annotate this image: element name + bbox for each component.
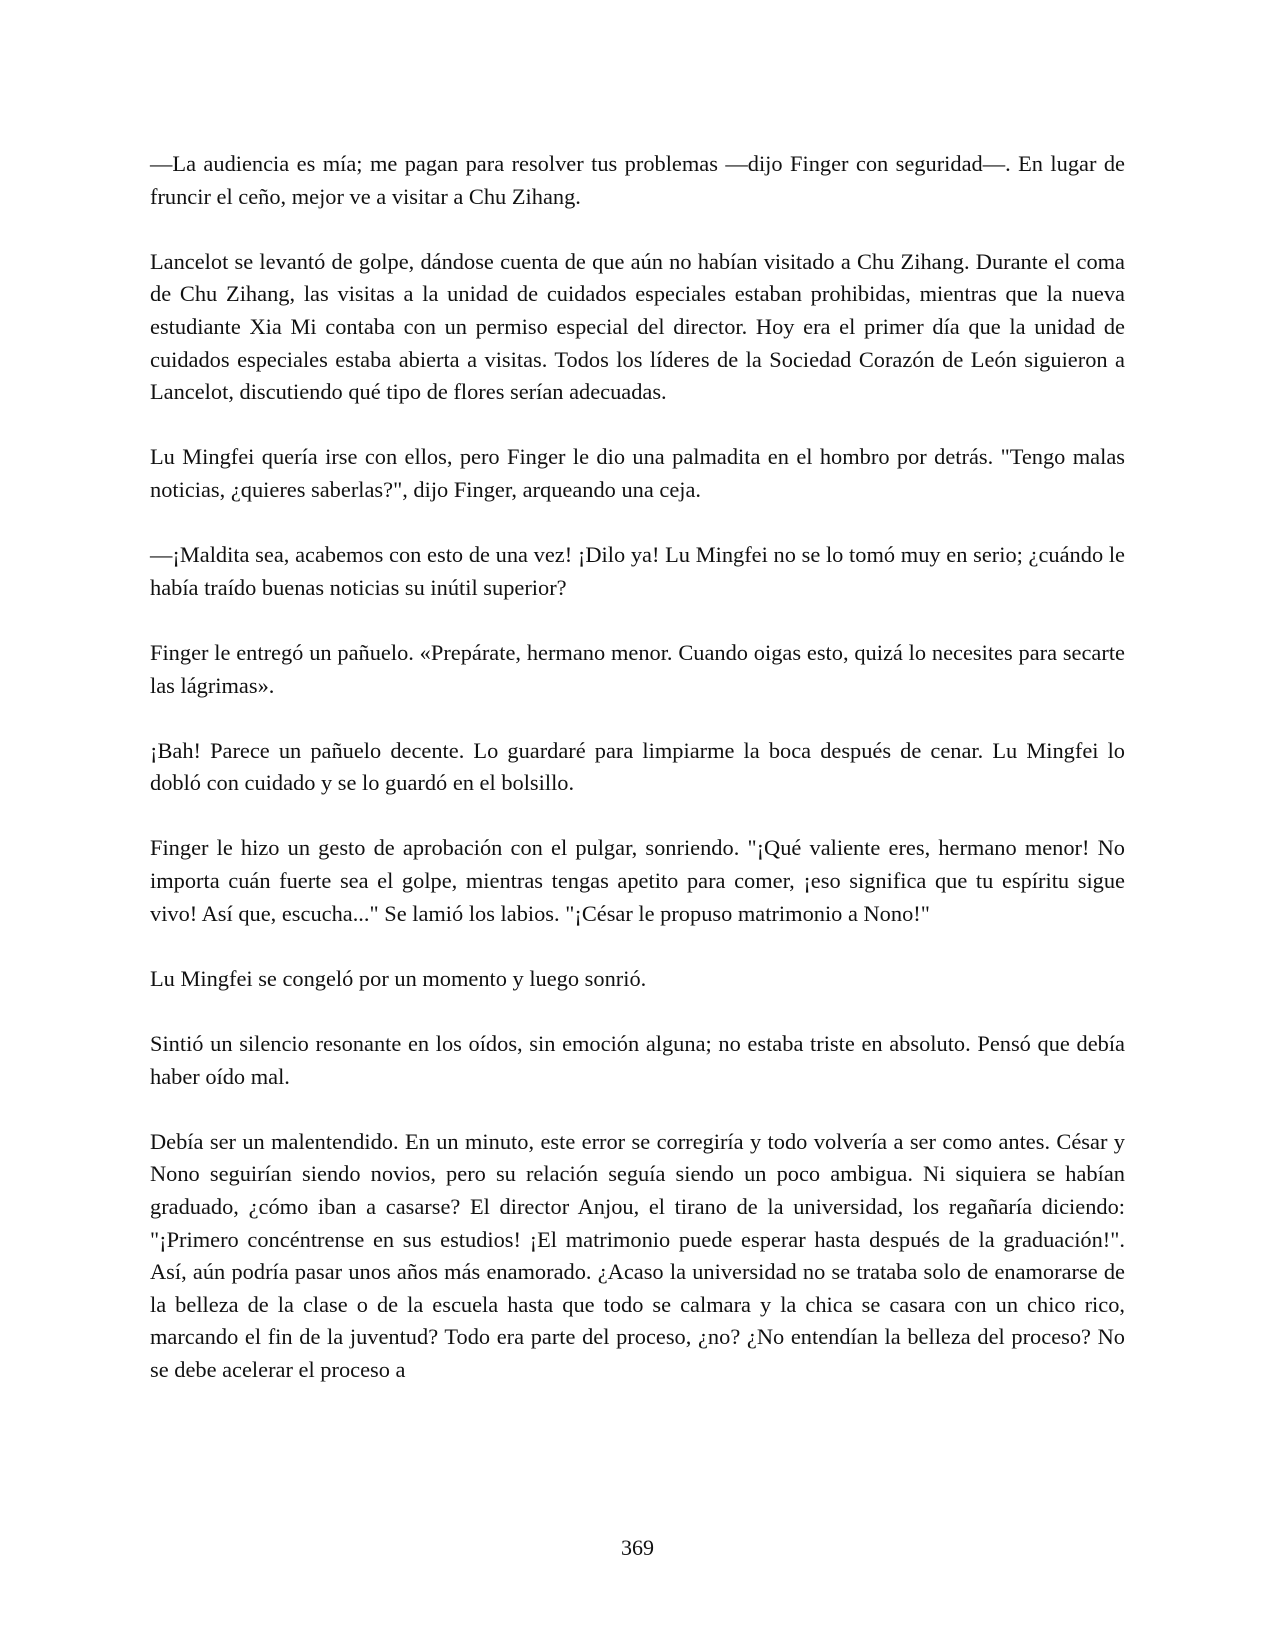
- page-number: 369: [621, 1535, 654, 1560]
- paragraph-9: Sintió un silencio resonante en los oídos, sin emoción alguna; no estaba triste en absoluto. Pensó que debía haber oído mal.: [150, 1031, 1125, 1089]
- paragraph-8: Lu Mingfei se congeló por un momento y luego sonrió.: [150, 965, 647, 991]
- paragraph-3: Lu Mingfei quería irse con ellos, pero Finger le dio una palmadita en el hombro por detrás. "Tengo malas noticias, ¿quieres saberlas?", dijo Finger, arqueando una ceja.: [150, 444, 1125, 502]
- paragraph-1: —La audiencia es mía; me pagan para resolver tus problemas —dijo Finger con seguridad—. En lugar de fruncir el ceño, mejor ve a visitar a Chu Zihang.: [150, 151, 1125, 209]
- paragraph-4: —¡Maldita sea, acabemos con esto de una vez! ¡Dilo ya! Lu Mingfei no se lo tomó muy en serio; ¿cuándo le había traído buenas noticias su inútil superior?: [150, 542, 1125, 600]
- paragraph-2: Lancelot se levantó de golpe, dándose cuenta de que aún no habían visitado a Chu Zihang. Durante el coma de Chu Zihang, las visitas a la unidad de cuidados especiales estaban prohibidas, mientras que la nueva estudiante Xia Mi contaba con un permiso especial del director. Hoy era el primer día que la unidad de cuidados especiales estaba abierta a visitas. Todos los líderes de la Sociedad Corazón de León siguieron a Lancelot, discutiendo qué tipo de flores serían adecuadas.: [150, 248, 1125, 405]
- paragraph-7: Finger le hizo un gesto de aprobación con el pulgar, sonriendo. "¡Qué valiente eres, hermano menor! No importa cuán fuerte sea el golpe, mientras tengas apetito para comer, ¡eso significa que tu espíritu sigue vivo! Así que, escucha..." Se lamió los labios. "¡César le propuso matrimonio a Nono!": [150, 835, 1125, 926]
- paragraph-10: Debía ser un malentendido. En un minuto, este error se corregiría y todo volvería a ser como antes. César y Nono seguirían siendo novios, pero su relación seguía siendo un poco ambigua. Ni siquiera se habían graduado, ¿cómo iban a casarse? El director Anjou, el tirano de la universidad, los regañaría diciendo: "¡Primero concéntrense en sus estudios! ¡El matrimonio puede esperar hasta después de la graduación!". Así, aún podría pasar unos años más enamorado. ¿Acaso la universidad no se trataba solo de enamorarse de la belleza de la clase o de la escuela hasta que todo se calmara y la chica se casara con un chico rico, marcando el fin de la juventud? Todo era parte del proceso, ¿no? ¿No entendían la belleza del proceso? No se debe acelerar el proceso a: [150, 1128, 1125, 1382]
- body-text: [150, 148, 1125, 1419]
- paragraph-6: ¡Bah! Parece un pañuelo decente. Lo guardaré para limpiarme la boca después de cenar. Lu Mingfei lo dobló con cuidado y se lo guardó en el bolsillo.: [150, 737, 1125, 796]
- paragraph-5: Finger le entregó un pañuelo. «Prepárate, hermano menor. Cuando oigas esto, quizá lo necesites para secarte las lágrimas».: [150, 639, 1125, 698]
